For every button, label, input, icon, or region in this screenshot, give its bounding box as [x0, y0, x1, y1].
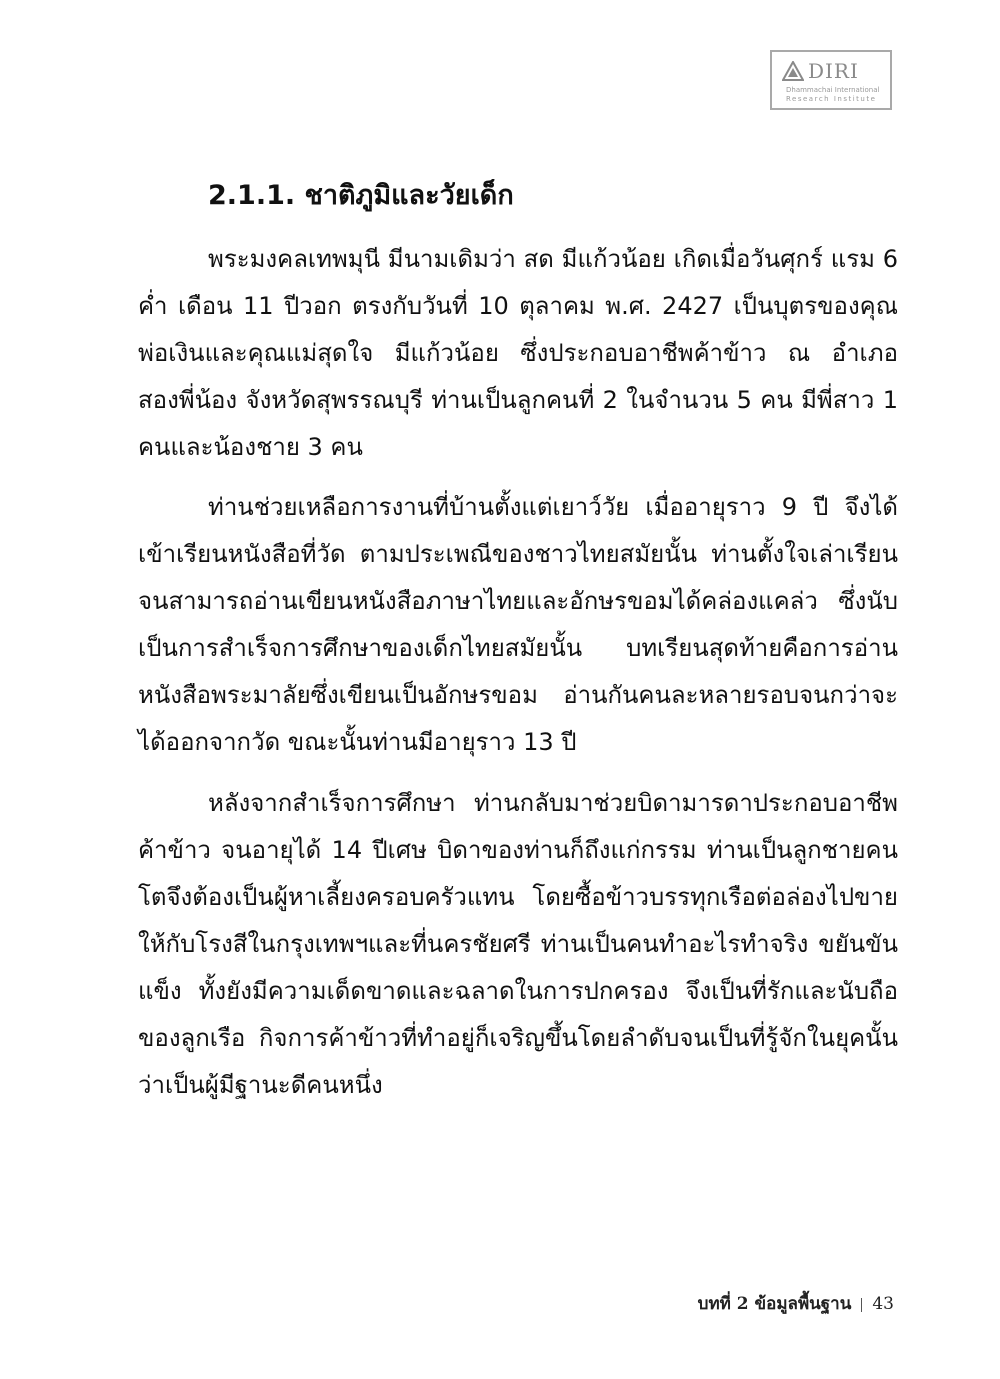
- paragraph-2: ท่านช่วยเหลือการงานที่บ้านตั้งแต่เยาว์วัย เมื่ออายุราว 9 ปี จึงได้เข้าเรียนหนังสือที่วัด ตามประเพณีของชาวไทยสมัยนั้น ท่านตั้งใจเล่าเรียนจนสามารถอ่านเขียนหนังสือภาษาไทยและอักษรขอมได้คล่องแคล่ว ซึ่งนับเป็นการสำเร็จการศึกษาของเด็กไทยสมัยนั้น บทเรียนสุดท้ายคือการอ่านหนังสือพระมาลัยซึ่งเขียนเป็นอักษรขอม อ่านกันคนละหลายรอบจนกว่าจะได้ออกจากวัด ขณะนั้นท่านมีอายุราว 13 ปี: [138, 493, 898, 756]
- logo-subtitle-line1: Dhammachai International: [786, 86, 880, 94]
- footer-separator: [861, 1298, 862, 1312]
- page-number: 43: [872, 1294, 894, 1314]
- paragraph-3: หลังจากสำเร็จการศึกษา ท่านกลับมาช่วยบิดามารดาประกอบอาชีพค้าข้าว จนอายุได้ 14 ปีเศษ บิดาของท่านก็ถึงแก่กรรม ท่านเป็นลูกชายคนโตจึงต้องเป็นผู้หาเลี้ยงครอบครัวแทน โดยซื้อข้าวบรรทุกเรือต่อล่องไปขายให้กับโรงสีในกรุงเทพฯและที่นครชัยศรี ท่านเป็นคนทำอะไรทำจริง ขยันขันแข็ง ทั้งยังมีความเด็ดขาดและฉลาดในการปกครอง จึงเป็นที่รักและนับถือของลูกเรือ กิจการค้าข้าวที่ทำอยู่ก็เจริญขึ้นโดยลำดับจนเป็นที่รู้จักในยุคนั้นว่าเป็นผู้มีฐานะดีคนหนึ่ง: [138, 789, 898, 1099]
- diri-logo: [770, 50, 892, 110]
- chapter-label: บทที่ 2 ข้อมูลพื้นฐาน: [697, 1294, 852, 1314]
- section-heading: 2.1.1. ชาติภูมิและวัยเด็ก: [208, 180, 514, 211]
- logo-subtitle-line2: Research Institute: [786, 95, 877, 103]
- page-footer: [698, 1292, 894, 1316]
- logo-name: DIRI: [808, 59, 859, 83]
- triangle-logo-icon: [782, 61, 804, 81]
- paragraph-1: พระมงคลเทพมุนี มีนามเดิมว่า สด มีแก้วน้อย เกิดเมื่อวันศุกร์ แรม 6 ค่ำ เดือน 11 ปีวอก ตรงกับวันที่ 10 ตุลาคม พ.ศ. 2427 เป็นบุตรของคุณพ่อเงินและคุณแม่สุดใจ มีแก้วน้อย ซึ่งประกอบอาชีพค้าข้าว ณ อำเภอสองพี่น้อง จังหวัดสุพรรณบุรี ท่านเป็นลูกคนที่ 2 ในจำนวน 5 คน มีพี่สาว 1 คนและน้องชาย 3 คน: [138, 245, 898, 461]
